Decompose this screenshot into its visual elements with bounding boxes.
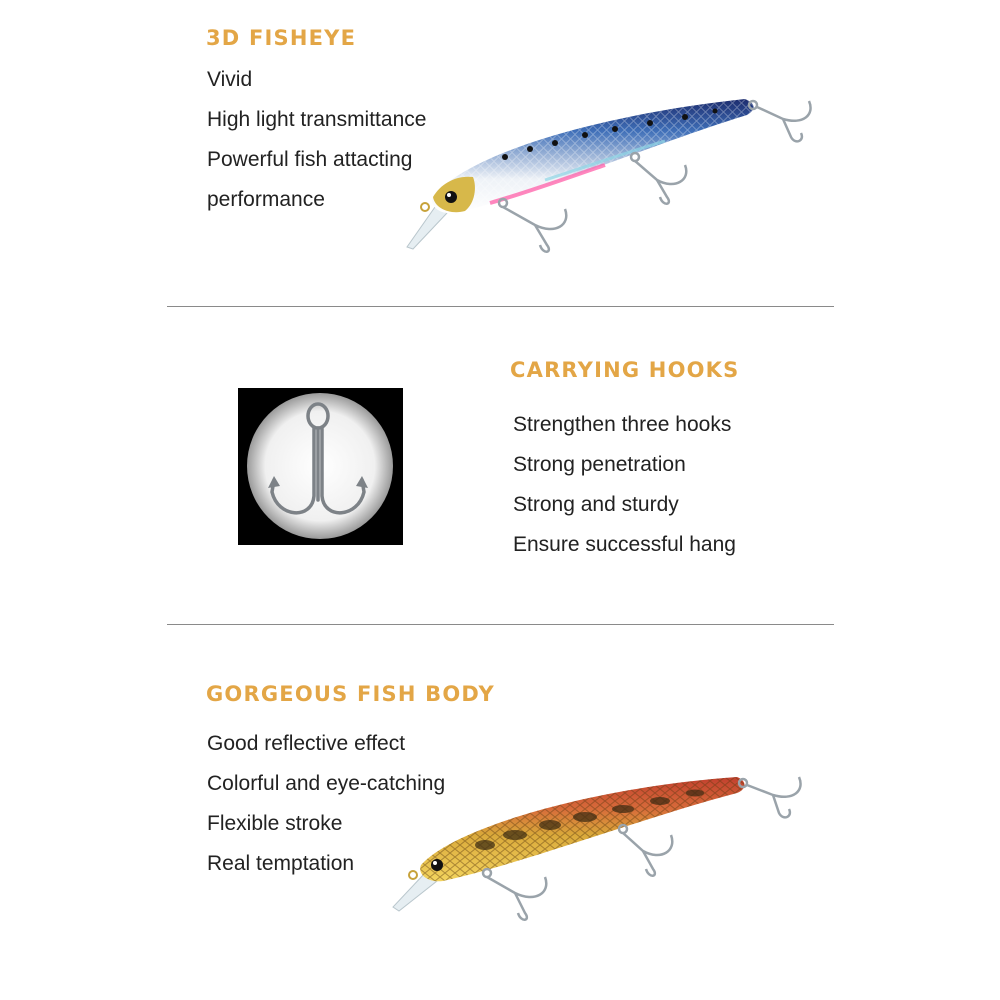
feature-item: Vivid [207,68,253,91]
section-title: GORGEOUS FISH BODY [206,682,495,706]
feature-item: High light transmittance [207,108,427,131]
section-title: CARRYING HOOKS [510,358,740,382]
feature-list [207,60,426,220]
blue-sardine-minnow-lure-icon [395,85,835,260]
feature-item: Flexible stroke [207,812,343,835]
feature-item: Good reflective effect [207,732,406,755]
feature-item: Strengthen three hooks [513,413,732,436]
section-divider [167,624,834,625]
feature-item: Strong penetration [513,453,686,476]
feature-item: Ensure successful hang [513,533,736,556]
treble-hook-icon [238,388,403,545]
section-divider [167,306,834,307]
feature-item: performance [207,188,325,211]
gold-red-minnow-lure-icon [385,765,825,925]
feature-item: Strong and sturdy [513,493,679,516]
section-title: 3D FISHEYE [206,26,357,50]
feature-item: Colorful and eye-catching [207,772,446,795]
feature-item: Powerful fish attacting [207,148,413,171]
feature-item: Real temptation [207,852,355,875]
feature-list [513,405,736,565]
